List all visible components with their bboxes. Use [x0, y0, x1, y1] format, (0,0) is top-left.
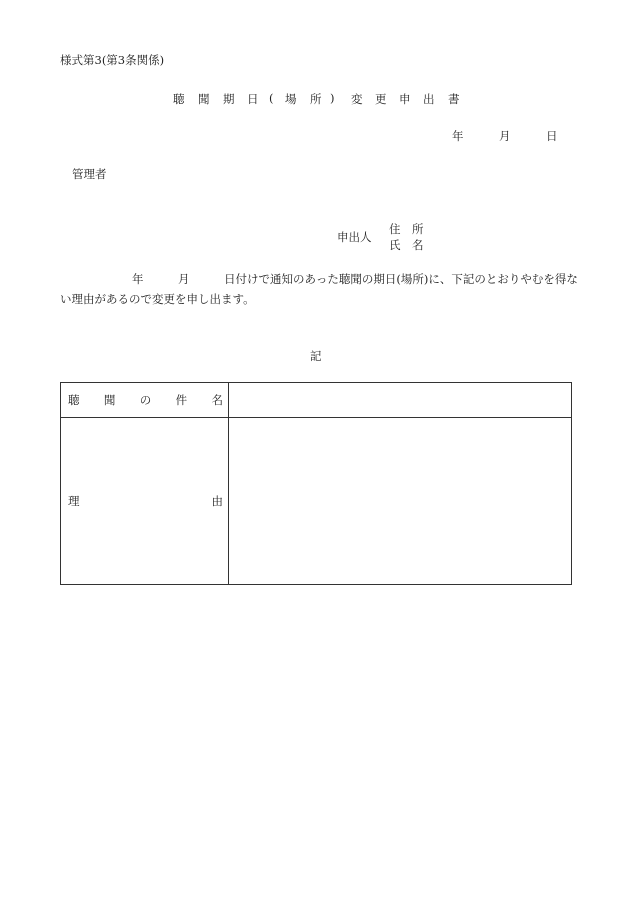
- table-row-reason: [61, 418, 572, 585]
- body-text-line-1: 年 月 日付けで通知のあった聴聞の期日(場所)に、下記のとおりやむを得な: [132, 272, 578, 286]
- label-char: 由: [211, 494, 223, 508]
- name-label: 氏 名: [389, 238, 424, 252]
- label-char: の: [139, 393, 152, 407]
- title-char: 所: [310, 92, 322, 106]
- body-text-line-2: い理由があるので変更を申し出ます。: [60, 292, 255, 306]
- title-char: 書: [448, 92, 460, 106]
- title-char: ): [330, 91, 335, 105]
- reason-value-cell[interactable]: [229, 418, 572, 585]
- title-char: 聴: [173, 92, 185, 106]
- title-char: 更: [375, 92, 387, 106]
- label-char: 聞: [103, 393, 116, 407]
- ki-heading: 記: [310, 349, 322, 363]
- hearing-subject-label-cell: [61, 383, 229, 418]
- title-char: 期: [223, 92, 235, 106]
- label-char: 名: [211, 393, 223, 407]
- reason-label-cell: [61, 418, 229, 585]
- reason-label: [61, 493, 228, 509]
- hearing-subject-value-cell[interactable]: [229, 383, 572, 418]
- title-char: 聞: [198, 92, 210, 106]
- label-char: 理: [68, 494, 80, 508]
- label-char: 聴: [68, 393, 80, 407]
- title-char: 場: [285, 92, 297, 106]
- label-char: 件: [175, 393, 188, 407]
- address-label: 住 所: [389, 222, 424, 236]
- hearing-subject-label: [61, 392, 228, 408]
- applicant-label: 申出人: [337, 230, 372, 244]
- addressee: 管理者: [72, 167, 107, 181]
- table-row-hearing-subject: [61, 383, 572, 418]
- title-char: 変: [351, 92, 363, 106]
- title-char: 申: [399, 92, 411, 106]
- date-day-label: 日: [546, 129, 558, 143]
- title-char: 日: [247, 92, 259, 106]
- title-char: 出: [423, 92, 435, 106]
- date-month-label: 月: [499, 129, 511, 143]
- form-number: 様式第3(第3条関係): [60, 53, 165, 67]
- details-table: [60, 382, 572, 585]
- date-year-label: 年: [452, 129, 464, 143]
- title-char: (: [269, 91, 274, 105]
